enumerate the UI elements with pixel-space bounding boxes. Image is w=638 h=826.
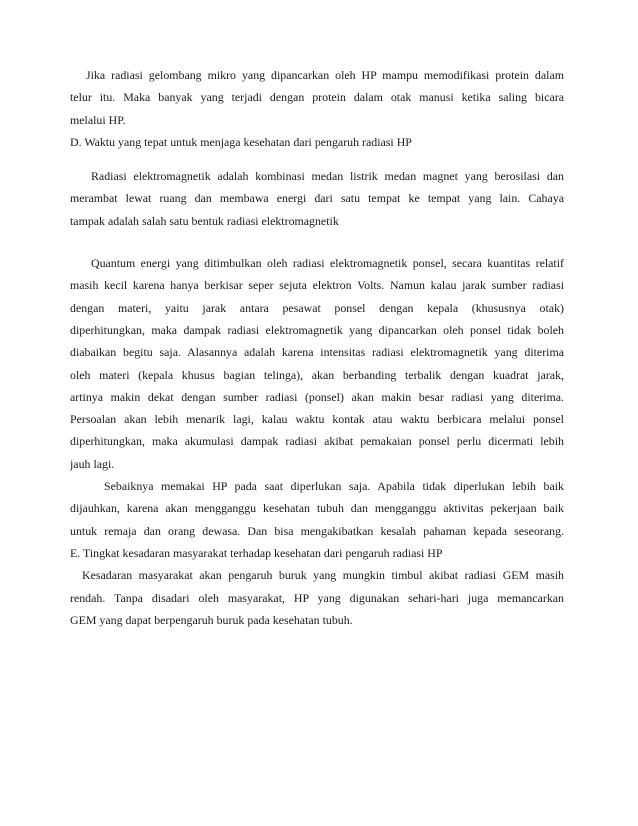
text-line: merambat lewat ruang dan membawa energi dari satu tempat ke tempat yang lain. Cahaya (70, 191, 564, 206)
text-line: Persoalan akan lebih menarik lagi, kalau waktu kontak atau waktu berbicara melalui ponsel (70, 412, 564, 427)
text-line: diabaikan begitu saja. Alasannya adalah karena intensitas radiasi elektromagnetik yang diterima (70, 345, 564, 360)
document-page (70, 64, 564, 631)
paragraph-hp-protein (70, 64, 564, 131)
text-line: jauh lagi. (70, 456, 115, 471)
text-line: Kesadaran masyarakat akan pengaruh buruk yang mungkin timbul akibat radiasi GEM masih (82, 568, 564, 583)
text-line: melalui HP. (70, 112, 126, 127)
text-line: Quantum energi yang ditimbulkan oleh radiasi elektromagnetik ponsel, secara kuantitas relatif (91, 256, 564, 271)
paragraph-radiasi-elektromagnetik (70, 165, 564, 232)
paragraph-quantum-energi (70, 252, 564, 475)
text-line: artinya makin dekat dengan sumber radiasi (ponsel) akan makin besar radiasi yang diterima. (70, 389, 564, 404)
text-line: masih kecil karena hanya berkisar seper sejuta elektron Volts. Namun kalau jarak sumber radiasi (70, 278, 564, 293)
text-line: telur itu. Maka banyak yang terjadi dengan protein dalam otak manusi ketika saling bicara (70, 90, 564, 105)
section-heading-e: E. Tingkat kesadaran masyarakat terhadap kesehatan dari pengaruh radiasi HP (70, 545, 443, 560)
text-line: tampak adalah salah satu bentuk radiasi elektromagnetik (70, 213, 339, 228)
section-heading-d: D. Waktu yang tepat untuk menjaga kesehatan dari pengaruh radiasi HP (70, 134, 412, 149)
text-line: oleh materi (kepala khusus bagian telinga), akan berbanding terbalik dengan kuadrat jarak, (70, 367, 564, 382)
text-line: dijauhkan, karena akan mengganggu kesehatan tubuh dan mengganggu aktivitas pekerjaan baik (70, 501, 564, 516)
text-line: untuk remaja dan orang dewasa. Dan bisa mengakibatkan kesalah pahaman kepada seseorang. (70, 523, 564, 538)
text-line: dengan materi, yaitu jarak antara pesawat ponsel dengan kepala (khususnya otak) (70, 300, 564, 315)
text-line: diperhitungkan, maka akumulasi dampak radiasi akibat pemakaian ponsel perlu dicermati lebih (70, 434, 564, 449)
text-line: Radiasi elektromagnetik adalah kombinasi medan listrik medan magnet yang berosilasi dan (91, 169, 564, 184)
text-line: Sebaiknya memakai HP pada saat diperlukan saja. Apabila tidak diperlukan lebih baik (104, 479, 564, 494)
text-line: Jika radiasi gelombang mikro yang dipancarkan oleh HP mampu memodifikasi protein dalam (86, 68, 564, 82)
text-line: rendah. Tanpa disadari oleh masyarakat, HP yang digunakan sehari-hari juga memancarkan (70, 590, 564, 605)
paragraph-kesadaran (70, 564, 564, 631)
text-line: diperhitungkan, maka dampak radiasi elektromagnetik yang dipancarkan oleh ponsel tidak boleh (70, 322, 564, 337)
paragraph-sebaiknya (70, 475, 564, 542)
text-line: GEM yang dapat berpengaruh buruk pada kesehatan tubuh. (70, 612, 353, 627)
